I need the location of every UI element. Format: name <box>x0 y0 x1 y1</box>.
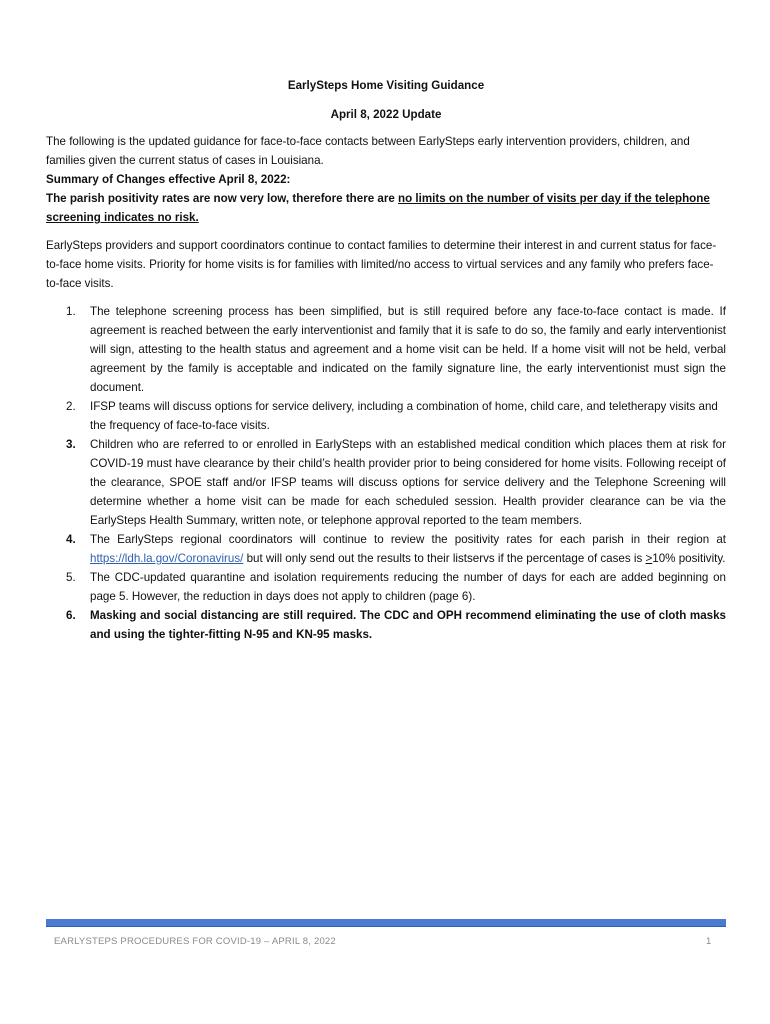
list-item-text: The CDC-updated quarantine and isolation requirements reducing the number of days for each are added beginning on page 5. However, the reduction in days does not apply to children (page 6). <box>90 571 726 603</box>
document-body <box>46 76 726 644</box>
summary-underlined-text: no limits on the number of visits per day if the telephone screening indicates no risk. <box>46 192 710 224</box>
list-item-text: The telephone screening process has been simplified, but is still required before any face-to-face contact is made. If agreement is reached between the early interventionist and family that it is safe to do so, the family and early interventionist will sign, attesting to the health status and agreement and a home visit can be held. If a home visit will not be held, verbal agreement by the family is acceptable and indicated on the family signature line, the early interventionist must sign the document. <box>90 305 726 394</box>
list-item-number: 2. <box>66 400 76 413</box>
list-item-number: 4. <box>66 533 76 546</box>
list-item <box>46 530 726 568</box>
list-item-number: 5. <box>66 571 76 584</box>
list-item-number: 1. <box>66 305 76 318</box>
document-title: EarlySteps Home Visiting Guidance <box>287 79 485 92</box>
page-number: 1 <box>706 936 712 947</box>
list-item <box>46 606 726 644</box>
footer-divider <box>46 919 726 927</box>
summary-heading: Summary of Changes effective April 8, 2022: <box>46 173 291 186</box>
list-item-text: Children who are referred to or enrolled in EarlySteps with an established medical condition which places them at risk for COVID-19 must have clearance by their child’s health provider prior to being considered for home visits. Following receipt of the clearance, SPOE staff and/or IFSP teams will discuss options for service delivery and the Telephone Screening will determine whether a home visit can be made for each scheduled session. Health provider clearance can be via the EarlySteps Health Summary, written note, or telephone approval reported to the team members. <box>90 438 726 527</box>
list-item-text-after: but will only send out the results to their listservs if the percentage of cases is <box>243 552 646 565</box>
intro-paragraph: The following is the updated guidance for face-to-face contacts between EarlySteps early intervention providers, children, and families given the current status of cases in Louisiana. <box>46 135 690 167</box>
guidance-list <box>46 302 726 644</box>
list-item-text: Masking and social distancing are still required. The CDC and OPH recommend eliminating the use of cloth masks and using the tighter-fitting N-95 and KN-95 masks. <box>90 609 726 641</box>
list-item <box>46 397 726 435</box>
document-subtitle: April 8, 2022 Update <box>330 108 442 121</box>
list-item-number: 3. <box>66 438 76 451</box>
coronavirus-link[interactable]: https://ldh.la.gov/Coronavirus/ <box>90 552 244 565</box>
list-item <box>46 435 726 530</box>
list-item <box>46 568 726 606</box>
summary-text: The parish positivity rates are now very low, therefore there are <box>46 192 399 205</box>
summary-paragraph <box>46 189 726 227</box>
priority-paragraph: EarlySteps providers and support coordinators continue to contact families to determine their interest in and current status for face-to-face home visits. Priority for home visits is for families with limited/no access to virtual services and any family who prefers face-to-face visits. <box>46 239 717 290</box>
list-item-text: IFSP teams will discuss options for service delivery, including a combination of home, child care, and teletherapy visits and the frequency of face-to-face visits. <box>90 400 718 432</box>
list-item-number: 6. <box>66 609 76 622</box>
gte-symbol: > <box>645 552 653 565</box>
list-item-text-end: 10% positivity. <box>652 552 726 565</box>
list-item <box>46 302 726 397</box>
footer-label: EARLYSTEPS PROCEDURES FOR COVID-19 – APRIL 8, 2022 <box>54 936 336 947</box>
list-item-text-before: The EarlySteps regional coordinators will continue to review the positivity rates for each parish in their region at <box>90 533 726 546</box>
